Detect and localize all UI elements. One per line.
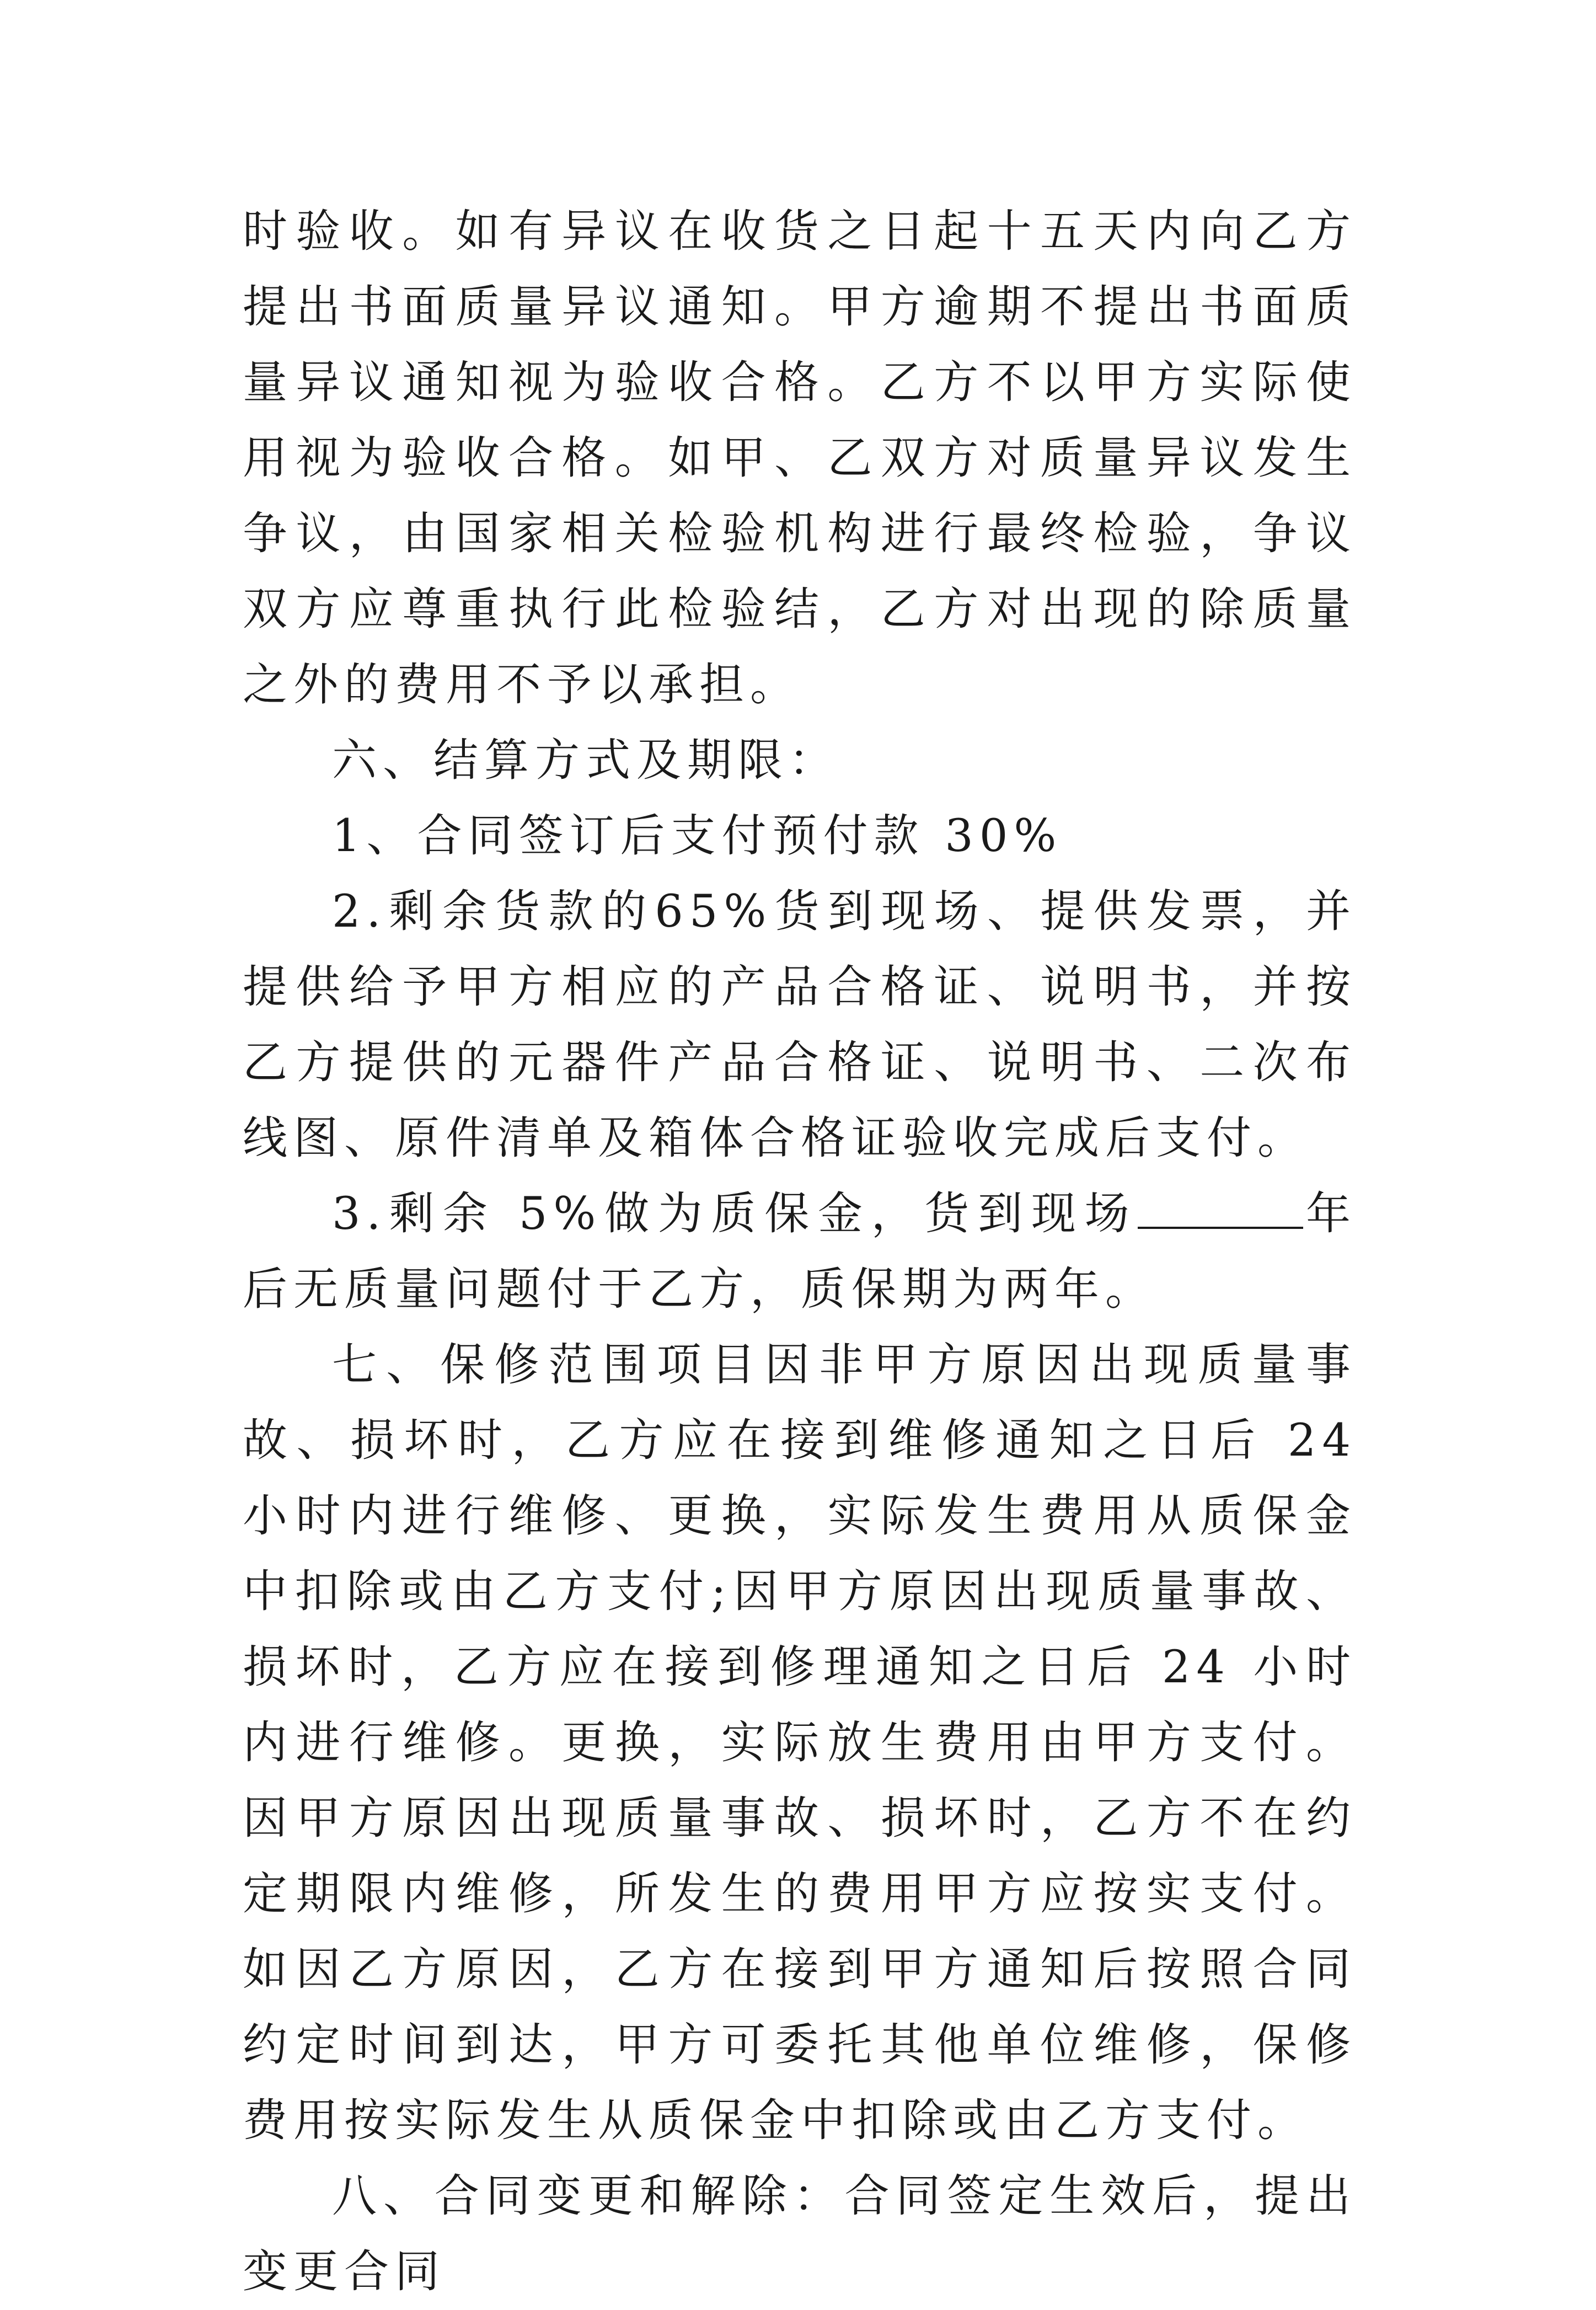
fill-in-blank-line <box>1138 1186 1303 1229</box>
warranty-deposit-text-start: 3.剩余 5%做为质保金，货到现场 <box>332 1188 1138 1240</box>
contract-text-body <box>243 194 1357 2310</box>
paragraph-warranty-deposit <box>243 1177 1357 1328</box>
paragraph-contract-change: 八、合同变更和解除：合同签定生效后，提出变更合同 <box>243 2170 1357 2298</box>
paragraph-warranty-scope: 七、保修范围项目因非甲方原因出现质量事故、损坏时，乙方应在接到维修通知之日后 24 小时内进行维修、更换，实际发生费用从质保金中扣除或由乙方支付;因甲方原因出现质量事故、损坏时，乙方应在接到修理通知之日后 24 小时内进行维修。更换，实际放生费用由甲方支付。因甲方原因出现质量事故、损坏时，乙方不在约定期限内维修，所发生的费用甲方应按实支付。如因乙方原因，乙方在接到甲方通知后按照合同约定时间到达，甲方可委托其他单位维修，保修费用按实际发生从质保金中扣除或由乙方支付。 <box>243 1339 1357 2147</box>
heading-settlement-terms: 六、结算方式及期限： <box>332 735 840 787</box>
paragraph-acceptance-continued: 时验收。如有异议在收货之日起十五天内向乙方提出书面质量异议通知。甲方逾期不提出书面质量异议通知视为验收合格。乙方不以甲方实际使用视为验收合格。如甲、乙双方对质量异议发生争议，由国家相关检验机构进行最终检验，争议双方应尊重执行此检验结，乙方对出现的除质量之外的费用不予以承担。 <box>243 206 1357 711</box>
paragraph-advance-payment: 1、合同签订后支付预付款 30% <box>332 810 1063 862</box>
warranty-deposit-text-end: 年后无质量问题付于乙方，质保期为两年。 <box>243 1188 1357 1316</box>
paragraph-remaining-payment: 2.剩余货款的65%货到现场、提供发票，并提供给予甲方相应的产品合格证、说明书，并按乙方提供的元器件产品合格证、说明书、二次布线图、原件清单及箱体合格证验收完成后支付。 <box>243 886 1357 1164</box>
